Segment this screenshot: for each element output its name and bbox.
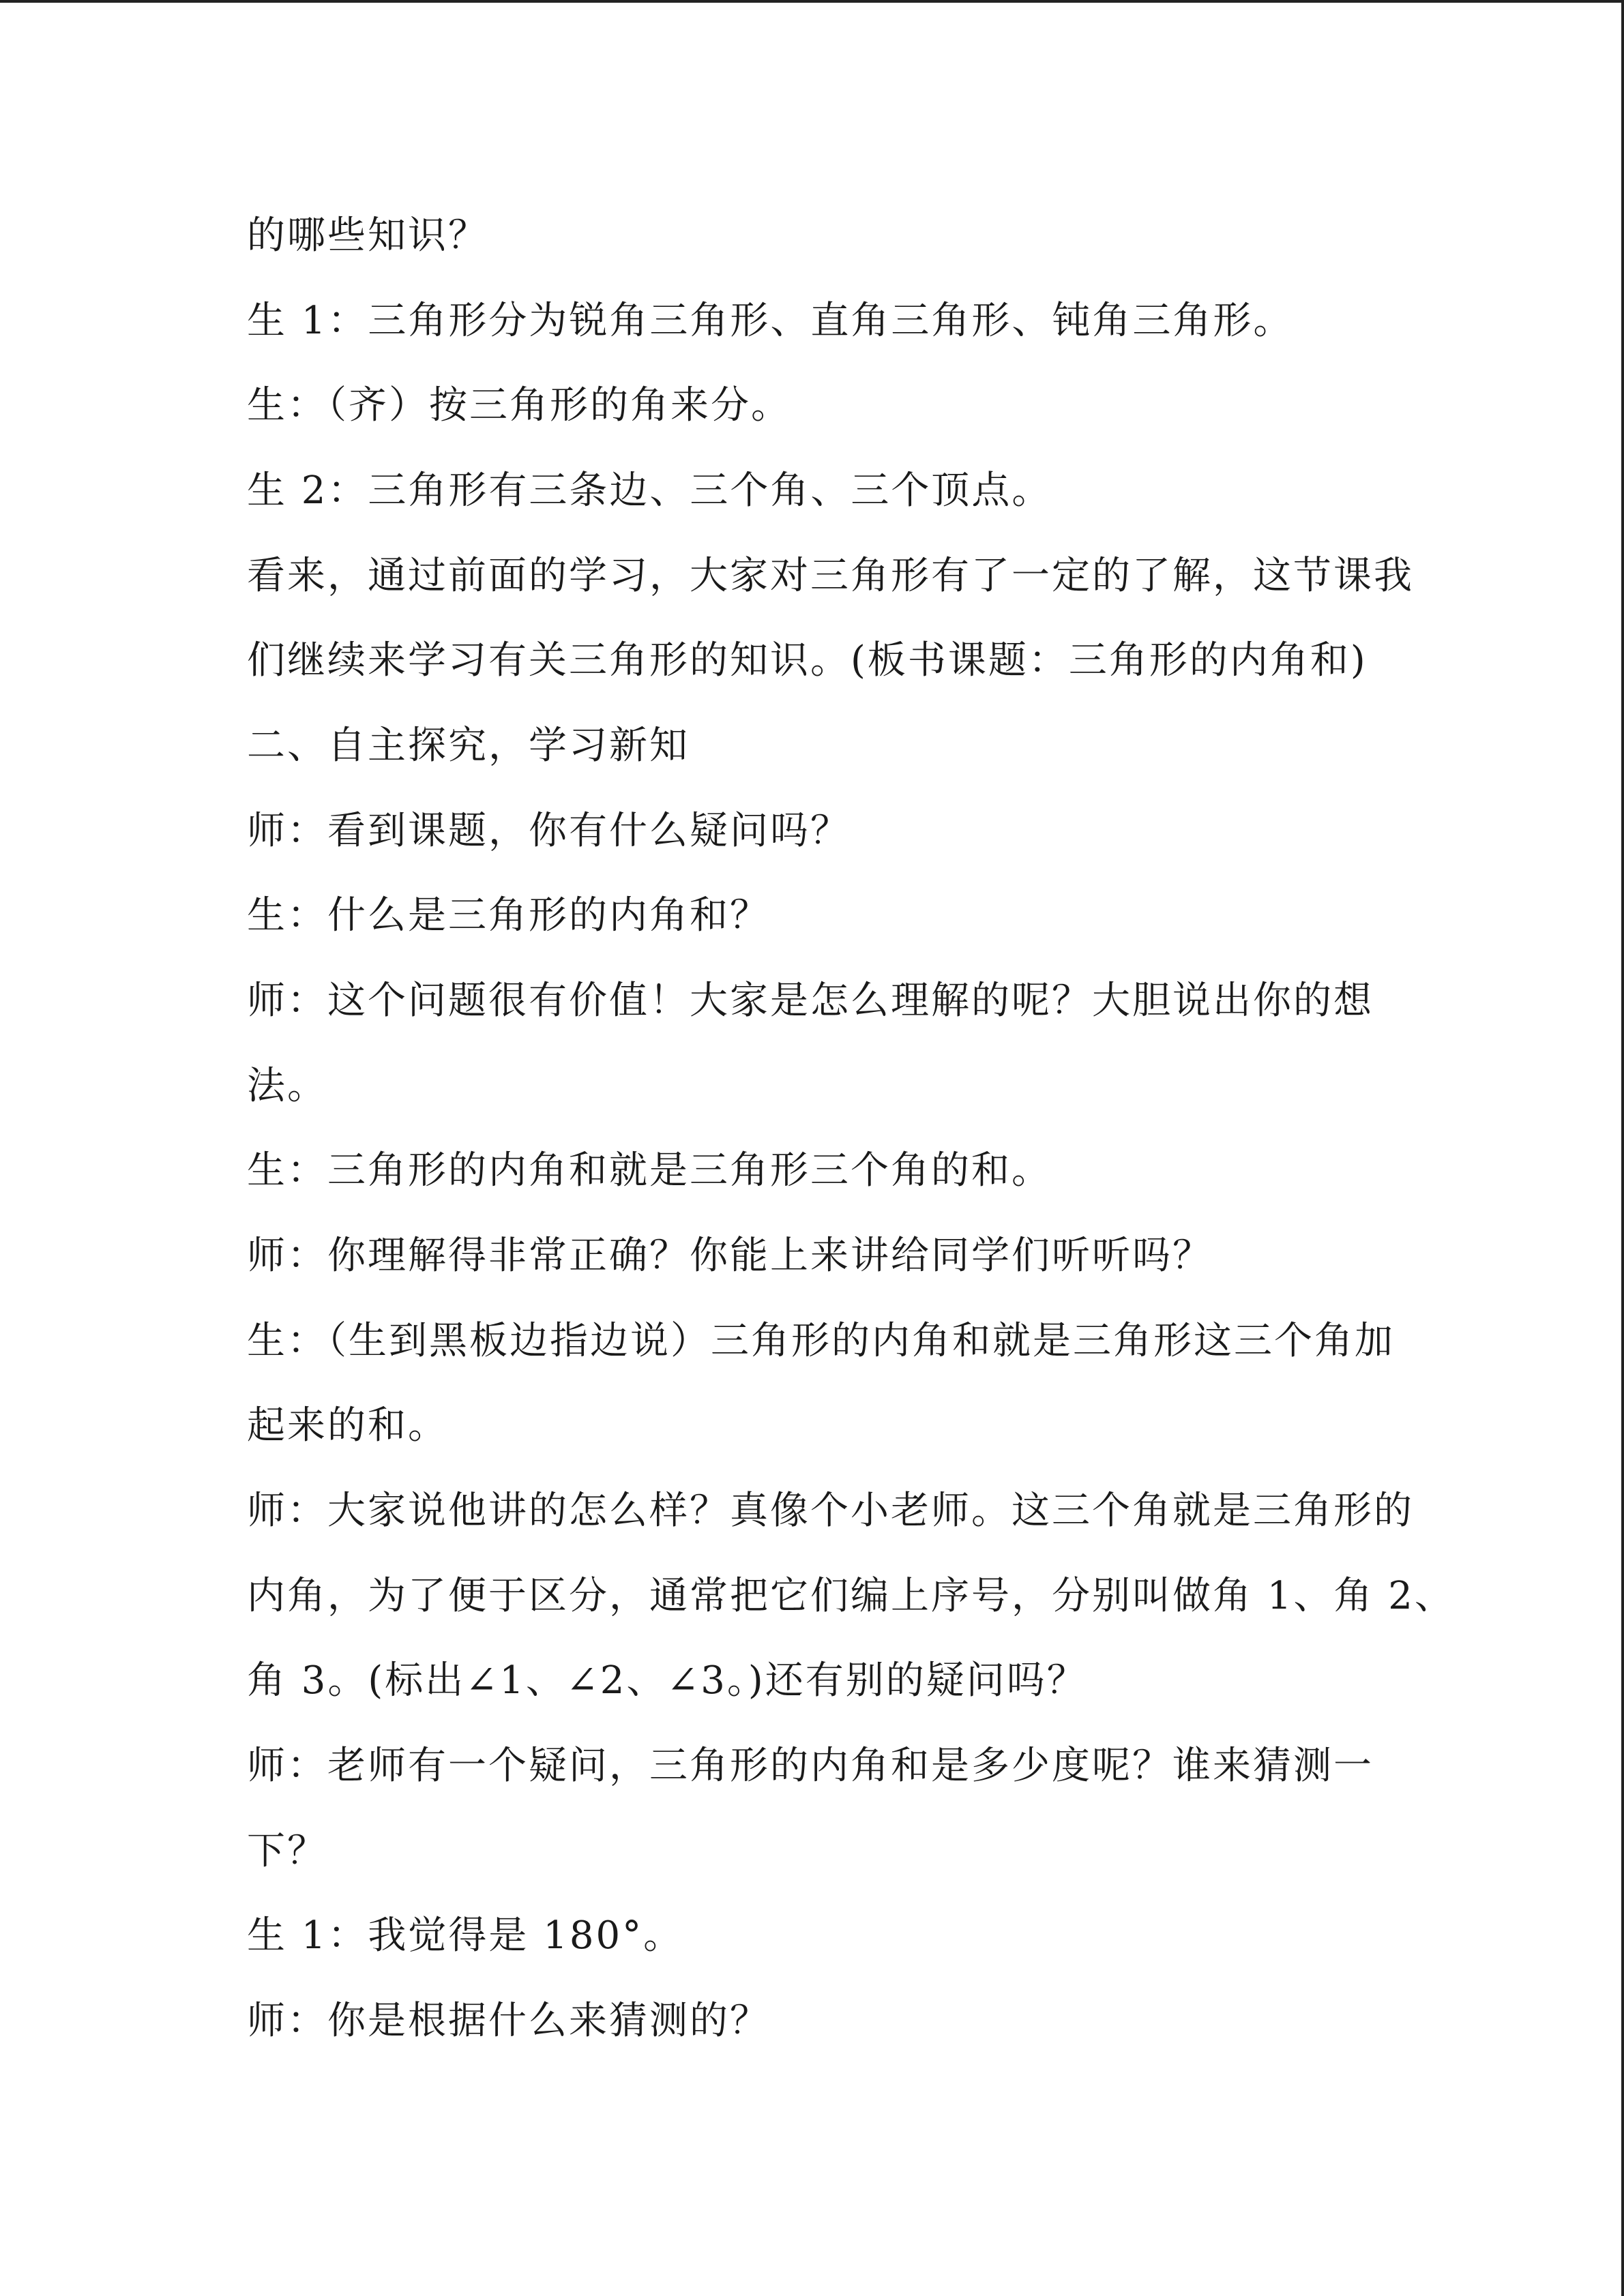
text-line: 看来，通过前面的学习，大家对三角形有了一定的了解，这节课我: [247, 554, 1414, 598]
text-line: 生 2：三角形有三条边、三个角、三个顶点。: [247, 468, 1052, 513]
text-line: 法。: [247, 1064, 327, 1108]
text-line: 下？: [247, 1829, 327, 1873]
text-line: 生 1：三角形分为锐角三角形、直角三角形、钝角三角形。: [247, 299, 1294, 343]
text-line: 师：你理解得非常正确？你能上来讲给同学们听听吗？: [247, 1234, 1213, 1278]
text-line: 生 1：我觉得是 180°。: [247, 1913, 684, 1958]
section-heading: 二、自主探究，学习新知: [247, 724, 690, 768]
text-line: 生：（生到黑板边指边说）三角形的内角和就是三角形这三个角加: [247, 1319, 1395, 1363]
text-line: 生：什么是三角形的内角和？: [247, 893, 770, 938]
text-line: 生：三角形的内角和就是三角形三个角的和。: [247, 1148, 1052, 1193]
text-line: 们继续来学习有关三角形的知识。(板书课题：三角形的内角和): [247, 638, 1368, 683]
text-line: 师：看到课题，你有什么疑问吗？: [247, 809, 851, 853]
page-border-top: [0, 0, 1624, 3]
text-line: 师：这个问题很有价值！大家是怎么理解的呢？大胆说出你的想: [247, 979, 1374, 1023]
page-border-right: [1621, 0, 1624, 2296]
text-line: 生：（齐）按三角形的角来分。: [247, 383, 791, 428]
text-line: 师：大家说他讲的怎么样？真像个小老师。这三个角就是三角形的: [247, 1489, 1414, 1533]
text-line: 的哪些知识？: [247, 213, 488, 258]
text-line: 师：你是根据什么来猜测的？: [247, 1999, 770, 2043]
text-line: 起来的和。: [247, 1403, 448, 1448]
text-line: 角 3。(标出∠1、∠2、∠3。)还有别的疑问吗？: [247, 1658, 1087, 1703]
text-line: 师：老师有一个疑问，三角形的内角和是多少度呢？谁来猜测一: [247, 1744, 1374, 1788]
text-line: 内角，为了便于区分，通常把它们编上序号，分别叫做角 1、角 2、: [247, 1574, 1455, 1618]
